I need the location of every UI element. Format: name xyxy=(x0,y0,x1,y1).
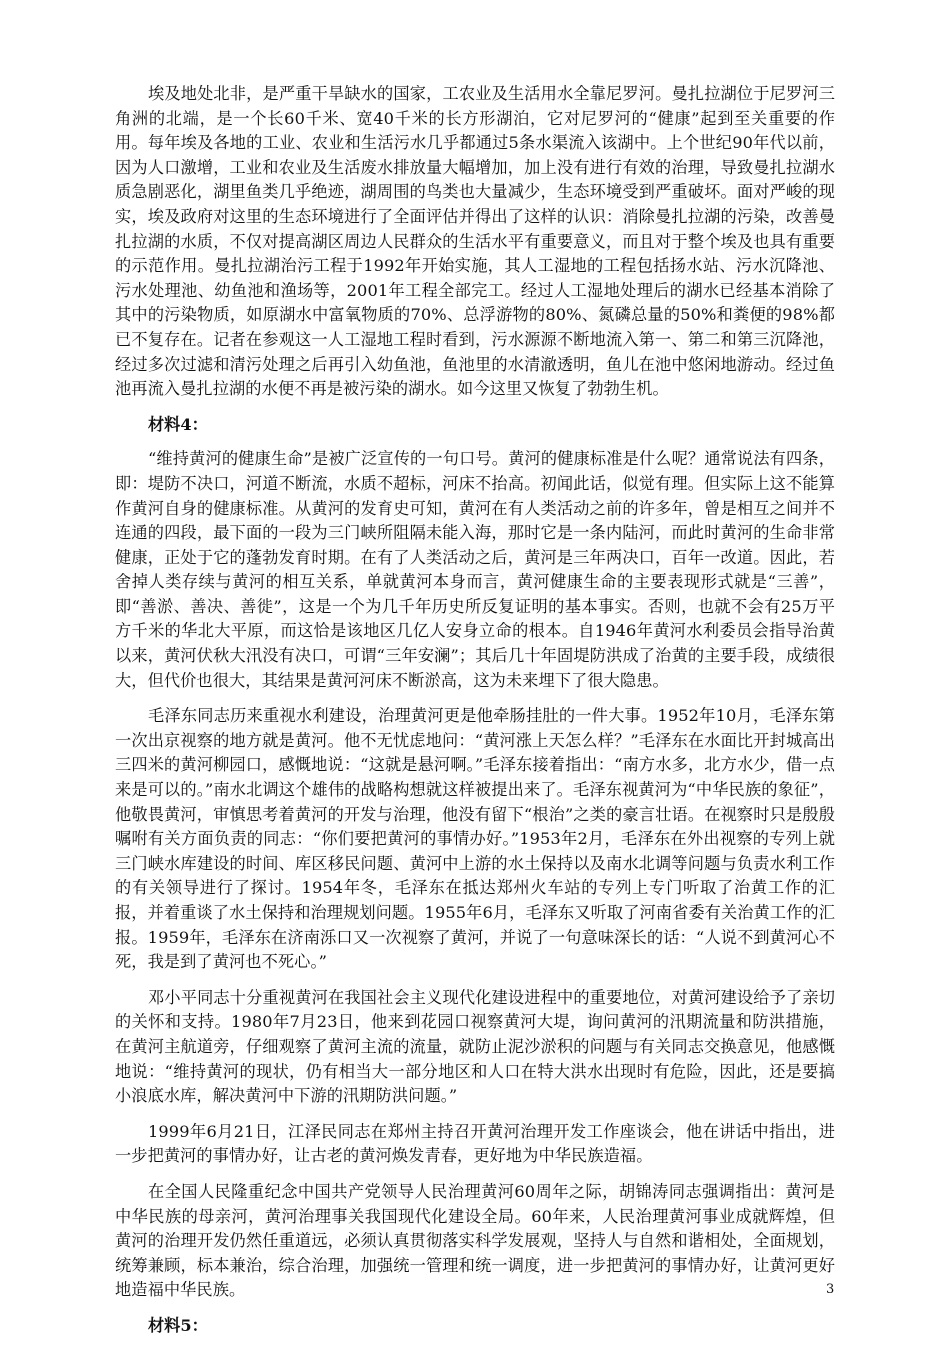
paragraph-jiang-zemin: 1999年6月21日，江泽民同志在郑州主持召开黄河治理开发工作座谈会，他在讲话中指出，进一步把黄河的事情办好，让古老的黄河焕发青春，更好地为中华民族造福。 xyxy=(115,1121,835,1166)
material-5-heading: 材料5： xyxy=(148,1315,208,1335)
paragraph-mao-zedong: 毛泽东同志历来重视水利建设，治理黄河更是他牵肠挂肚的一件大事。1952年10月，毛泽东第一次出京视察的地方就是黄河。他不无忧虑地问：“黄河涨上天怎么样？”毛泽东在水面比开封城高出三四米的黄河柳园口，感慨地说：“这就是悬河啊。”毛泽东接着指出：“南方水多，北方水少，借一点来是可以的。”南水北调这个雄伟的战略构想就这样被提出来了。毛泽东视黄河为“中华民族的象征”，他敬畏黄河，审慎思考着黄河的开发与治理，他没有留下“根治”之类的豪言壮语。在视察时只是殷殷嘱咐有关方面负责的同志：“你们要把黄河的事情办好。”1953年2月，毛泽东在外出视察的专列上就三门峡水库建设的时间、库区移民问题、黄河中上游的水土保持以及南水北调等问题与负责水利工作的有关领导进行了探讨。1954年冬，毛泽东在抵达郑州火车站的专列上专门听取了治黄工作的汇报，并着重谈了水土保持和治理规划问题。1955年6月，毛泽东又听取了河南省委有关治黄工作的汇报。1959年，毛泽东在济南泺口又一次视察了黄河，并说了一句意味深长的话：“人说不到黄河心不死，我是到了黄河也不死心。” xyxy=(115,706,835,972)
paragraph-hu-jintao: 在全国人民隆重纪念中国共产党领导人民治理黄河60周年之际，胡锦涛同志强调指出：黄河是中华民族的母亲河，黄河治理事关我国现代化建设全局。60年来，人民治理黄河事业成就辉煌，但黄河的治理开发仍然任重道远，必须认真贯彻落实科学发展观，坚持人与自然和谐相处，全面规划，统筹兼顾，标本兼治，综合治理，加强统一管理和统一调度，进一步把黄河的事情办好，让黄河更好地造福中华民族。 xyxy=(115,1181,835,1300)
paragraph-deng-xiaoping: 邓小平同志十分重视黄河在我国社会主义现代化建设进程中的重要地位，对黄河建设给予了亲切的关怀和支持。1980年7月23日，他来到花园口视察黄河大堤，询问黄河的汛期流量和防洪措施，在黄河主航道旁，仔细观察了黄河主流的流量，就防止泥沙淤积的问题与有关同志交换意见，他感慨地说：“维持黄河的现状，仍有相当大一部分地区和人口在特大洪水出现时有危险，因此，还是要搞小浪底水库，解决黄河中下游的汛期防洪问题。” xyxy=(115,987,835,1106)
material-4-heading: 材料4： xyxy=(148,414,208,434)
paragraph-yellow-river-health: “维持黄河的健康生命”是被广泛宣传的一句口号。黄河的健康标准是什么呢？通常说法有四条，即：堤防不决口，河道不断流，水质不超标，河床不抬高。初闻此话，似觉有理。但实际上这不能算作黄河自身的健康标准。从黄河的发育史可知，黄河在有人类活动之前的许多年，曾是相互之间并不连通的四段，最下面的一段为三门峡所阻隔未能入海，那时它是一条内陆河，而此时黄河的生命非常健康，正处于它的蓬勃发育时期。在有了人类活动之后，黄河是三年两决口，百年一改道。因此，若舍掉人类存续与黄河的相互关系，单就黄河本身而言，黄河健康生命的主要表现形式就是“三善”，即“善淤、善决、善徙”，这是一个为几千年历史所反复证明的基本事实。否则，也就不会有25万平方千米的华北大平原，而这恰是该地区几亿人安身立命的根本。自1946年黄河水利委员会指导治黄以来，黄河伏秋大汛没有决口，可谓“三年安澜”；其后几十年固堤防洪成了治黄的主要手段，成绩很大，但代价也很大，其结果是黄河河床不断淤高，这为未来埋下了很大隐患。 xyxy=(115,449,835,690)
document-page xyxy=(115,82,835,1349)
paragraph-egypt-lake: 埃及地处北非，是严重干旱缺水的国家，工农业及生活用水全靠尼罗河。曼扎拉湖位于尼罗河三角洲的北端，是一个长60千米、宽40千米的长方形湖泊，它对尼罗河的“健康”起到至关重要的作用。每年埃及各地的工业、农业和生活污水几乎都通过5条水渠流入该湖中。上个世纪90年代以前，因为人口激增，工业和农业及生活废水排放量大幅增加，加上没有进行有效的治理，导致曼扎拉湖水质急剧恶化，湖里鱼类几乎绝迹，湖周围的鸟类也大量减少，生态环境受到严重破坏。面对严峻的现实，埃及政府对这里的生态环境进行了全面评估并得出了这样的认识：消除曼扎拉湖的污染，改善曼扎拉湖的水质，不仅对提高湖区周边人民群众的生活水平有重要意义，而且对于整个埃及也具有重要的示范作用。曼扎拉湖治污工程于1992年开始实施，其人工湿地的工程包括扬水站、污水沉降池、污水处理池、幼鱼池和渔场等，2001年工程全部完工。经过人工湿地处理后的湖水已经基本消除了其中的污染物质，如原湖水中富氧物质的70%、总浮游物的80%、氮磷总量的50%和粪便的98%都已不复存在。记者在参观这一人工湿地工程时看到，污水源源不断地流入第一、第二和第三沉降池，经过多次过滤和清污处理之后再引入幼鱼池，鱼池里的水清澈透明，鱼儿在池中悠闲地游动。经过鱼池再流入曼扎拉湖的水便不再是被污染的湖水。如今这里又恢复了勃勃生机。 xyxy=(115,84,835,399)
page-number: 3 xyxy=(826,1282,835,1297)
